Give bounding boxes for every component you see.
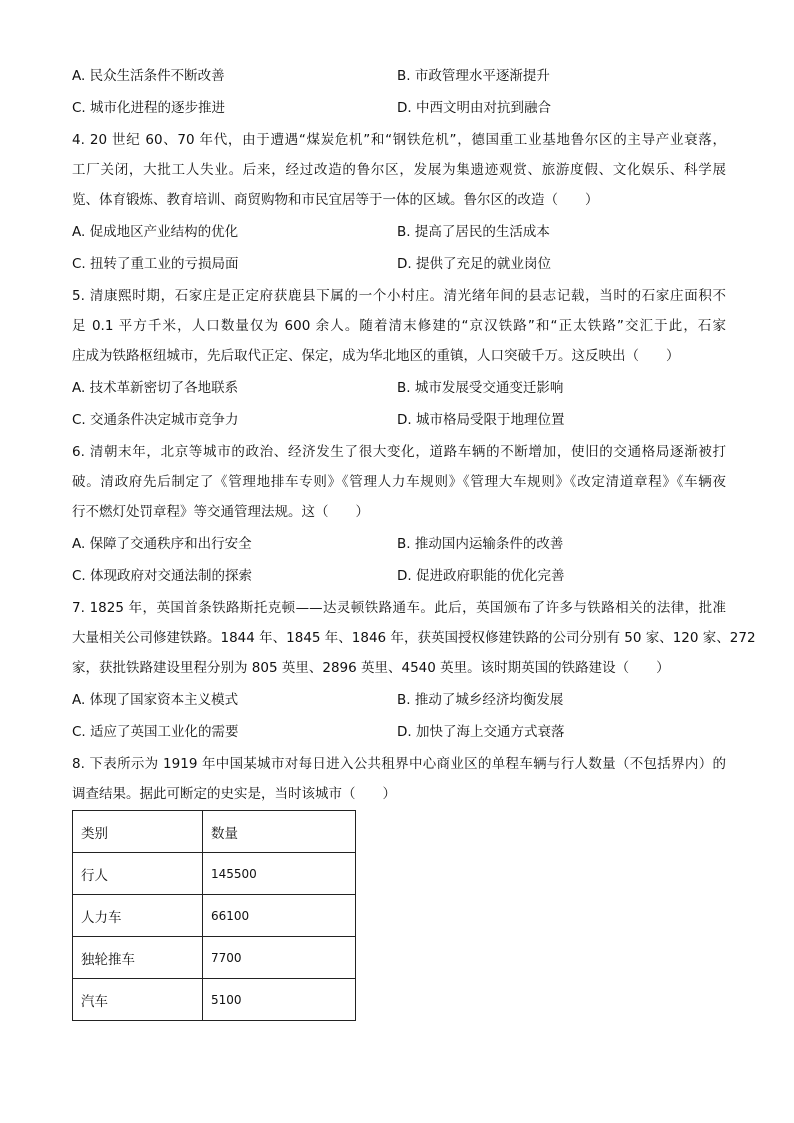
q6-stem-line-3: 行不燃灯处罚章程》等交通管理法规。这（ ）: [72, 504, 369, 520]
q3-option-d: D. 中西文明由对抗到融合: [397, 100, 551, 116]
q7-option-a: A. 体现了国家资本主义模式: [72, 692, 239, 708]
q5-stem-line-3: 庄成为铁路枢纽城市，先后取代正定、保定，成为华北地区的重镇，人口突破千万。这反映出（ ）: [72, 348, 680, 364]
q7-option-b: B. 推动了城乡经济均衡发展: [397, 692, 564, 708]
table-cell-category: 行人: [73, 853, 203, 895]
q7-stem-line-2: 大量相关公司修建铁路。1844 年、1845 年、1846 年，获英国授权修建铁路的公司分别有 50 家、120 家、272: [72, 630, 756, 646]
table-row: [73, 853, 356, 895]
q8-stem-line-1: 8. 下表所示为 1919 年中国某城市对每日进入公共租界中心商业区的单程车辆与行人数量（不包括界内）的: [72, 756, 726, 772]
q5-option-c: C. 交通条件决定城市竞争力: [72, 412, 239, 428]
q6-stem-line-2: 破。清政府先后制定了《管理地排车专则》《管理人力车规则》《管理大车规则》《改定清道章程》《车辆夜: [72, 474, 726, 490]
q3-option-b: B. 市政管理水平逐渐提升: [397, 68, 550, 84]
table-header-cell: 数量: [203, 811, 356, 853]
table-header-row: [73, 811, 356, 853]
table-cell-category: 汽车: [73, 979, 203, 1021]
q6-option-b: B. 推动国内运输条件的改善: [397, 536, 564, 552]
q7-stem-line-3: 家，获批铁路建设里程分别为 805 英里、2896 英里、4540 英里。该时期英国的铁路建设（ ）: [72, 660, 670, 676]
table-row: [73, 979, 356, 1021]
q5-option-a: A. 技术革新密切了各地联系: [72, 380, 239, 396]
q7-option-d: D. 加快了海上交通方式衰落: [397, 724, 565, 740]
table-header-cell: 类别: [73, 811, 203, 853]
q7-stem-line-1: 7. 1825 年，英国首条铁路斯托克顿——达灵顿铁路通车。此后，英国颁布了许多与铁路相关的法律，批准: [72, 600, 726, 616]
q4-stem-line-3: 览、体育锻炼、教育培训、商贸购物和市民宜居等于一体的区域。鲁尔区的改造（ ）: [72, 192, 599, 208]
q6-option-a: A. 保障了交通秩序和出行安全: [72, 536, 252, 552]
q4-option-d: D. 提供了充足的就业岗位: [397, 256, 551, 272]
table-cell-category: 人力车: [73, 895, 203, 937]
q4-option-a: A. 促成地区产业结构的优化: [72, 224, 239, 240]
q4-option-c: C. 扭转了重工业的亏损局面: [72, 256, 239, 272]
q5-option-b: B. 城市发展受交通变迁影响: [397, 380, 564, 396]
q6-option-c: C. 体现政府对交通法制的探索: [72, 568, 253, 584]
table-row: [73, 937, 356, 979]
table-cell-quantity: 5100: [203, 979, 356, 1021]
table-cell-category: 独轮推车: [73, 937, 203, 979]
q5-stem-line-2: 足 0.1 平方千米，人口数量仅为 600 余人。随着清末修建的“京汉铁路”和“正太铁路”交汇于此，石家: [72, 318, 726, 334]
table-cell-quantity: 66100: [203, 895, 356, 937]
table-row: [73, 895, 356, 937]
q6-option-d: D. 促进政府职能的优化完善: [397, 568, 565, 584]
q4-option-b: B. 提高了居民的生活成本: [397, 224, 550, 240]
q3-option-a: A. 民众生活条件不断改善: [72, 68, 225, 84]
q8-stem-line-2: 调查结果。据此可断定的史实是，当时该城市（ ）: [72, 786, 396, 802]
q6-stem-line-1: 6. 清朝末年，北京等城市的政治、经济发生了很大变化，道路车辆的不断增加，使旧的交通格局逐渐被打: [72, 444, 726, 460]
q5-option-d: D. 城市格局受限于地理位置: [397, 412, 565, 428]
q7-option-c: C. 适应了英国工业化的需要: [72, 724, 239, 740]
q4-stem-line-2: 工厂关闭，大批工人失业。后来，经过改造的鲁尔区，发展为集遗迹观赏、旅游度假、文化娱乐、科学展: [72, 162, 726, 178]
q3-option-c: C. 城市化进程的逐步推进: [72, 100, 226, 116]
q5-stem-line-1: 5. 清康熙时期，石家庄是正定府获鹿县下属的一个小村庄。清光绪年间的县志记载，当时的石家庄面积不: [72, 288, 726, 304]
table-cell-quantity: 7700: [203, 937, 356, 979]
table-cell-quantity: 145500: [203, 853, 356, 895]
q8-data-table: [72, 810, 356, 1021]
q4-stem-line-1: 4. 20 世纪 60、70 年代，由于遭遇“煤炭危机”和“钢铁危机”，德国重工业基地鲁尔区的主导产业衰落，: [72, 132, 726, 148]
